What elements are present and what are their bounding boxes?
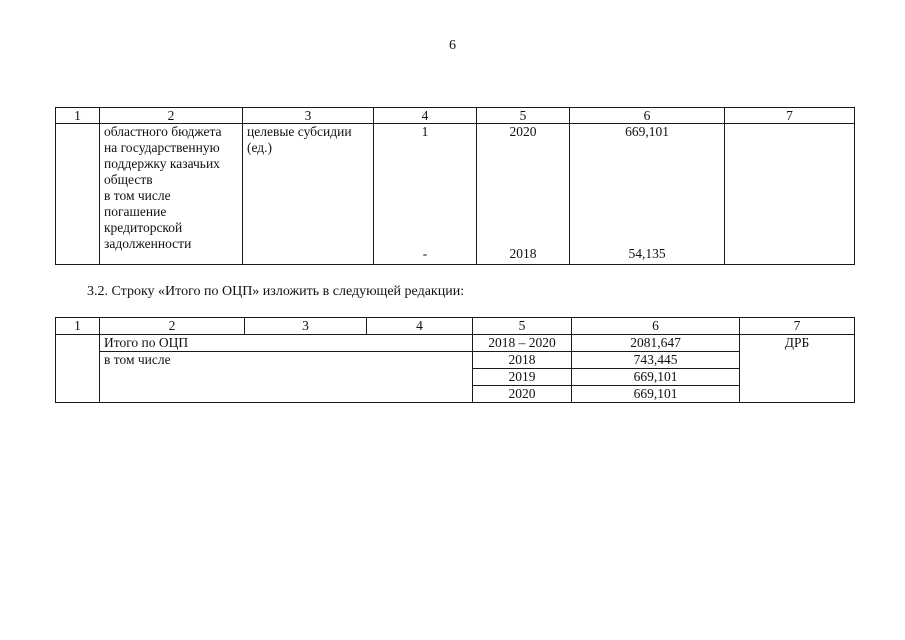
unit-line: целевые субсидии (247, 124, 352, 139)
indicator-name-line: погашение (104, 204, 167, 219)
amount-top: 669,101 (625, 124, 669, 139)
year-cell: 2018 (473, 352, 572, 369)
header-cell-7: 7 (725, 108, 855, 124)
header-cell-3: 3 (245, 318, 367, 335)
header-cell-6: 6 (570, 108, 725, 124)
paragraph-text: 3.2. Строку «Итого по ОЦП» изложить в следующей редакции: (87, 284, 465, 299)
header-cell-6: 6 (572, 318, 740, 335)
total-label-cell: Итого по ОЦП (100, 335, 473, 352)
amount-cell: 743,445 (572, 352, 740, 369)
indicator-name-line: обществ (104, 172, 153, 187)
indicator-name-cell (100, 124, 243, 265)
executor-cell: ДРБ (740, 335, 855, 403)
header-cell-5: 5 (477, 108, 570, 124)
year-cell: 2020 (473, 386, 572, 403)
header-cell-7: 7 (740, 318, 855, 335)
indicator-name-line: в том числе (104, 188, 171, 203)
header-cell-3: 3 (243, 108, 374, 124)
indicator-name-line: областного бюджета (104, 124, 222, 139)
program-table-part (55, 107, 855, 265)
header-cell-4: 4 (367, 318, 473, 335)
table-row (56, 352, 855, 369)
header-cell-1: 1 (56, 318, 100, 335)
empty-cell (725, 124, 855, 265)
unit-cell (243, 124, 374, 265)
indicator-name-line: кредиторской (104, 220, 183, 235)
indicator-name-line: задолженности (104, 236, 192, 251)
table-header-row (56, 108, 855, 124)
year-bottom: 2018 (509, 246, 537, 261)
table-header-row (56, 318, 855, 335)
table-row (56, 124, 855, 265)
year-top: 2020 (509, 124, 537, 139)
header-cell-2: 2 (100, 318, 245, 335)
amount-cell (570, 124, 725, 265)
quantity-top: 1 (421, 124, 429, 139)
including-label-cell: в том числе (100, 352, 473, 403)
amount-cell: 2081,647 (572, 335, 740, 352)
header-cell-4: 4 (374, 108, 477, 124)
header-cell-5: 5 (473, 318, 572, 335)
year-cell (477, 124, 570, 265)
year-cell: 2019 (473, 369, 572, 386)
indicator-name-line: на государственную (104, 140, 220, 155)
total-table (55, 317, 855, 403)
table-row (56, 335, 855, 352)
header-cell-2: 2 (100, 108, 243, 124)
quantity-cell (374, 124, 477, 265)
amount-cell: 669,101 (572, 369, 740, 386)
period-cell: 2018 – 2020 (473, 335, 572, 352)
header-cell-1: 1 (56, 108, 100, 124)
quantity-bottom: - (422, 246, 428, 261)
amount-cell: 669,101 (572, 386, 740, 403)
page-number: 6 (449, 38, 456, 53)
amount-bottom: 54,135 (628, 246, 666, 261)
empty-cell (56, 124, 100, 265)
empty-cell (56, 335, 100, 403)
unit-line: (ед.) (247, 140, 273, 155)
indicator-name-line: поддержку казачьих (104, 156, 220, 171)
